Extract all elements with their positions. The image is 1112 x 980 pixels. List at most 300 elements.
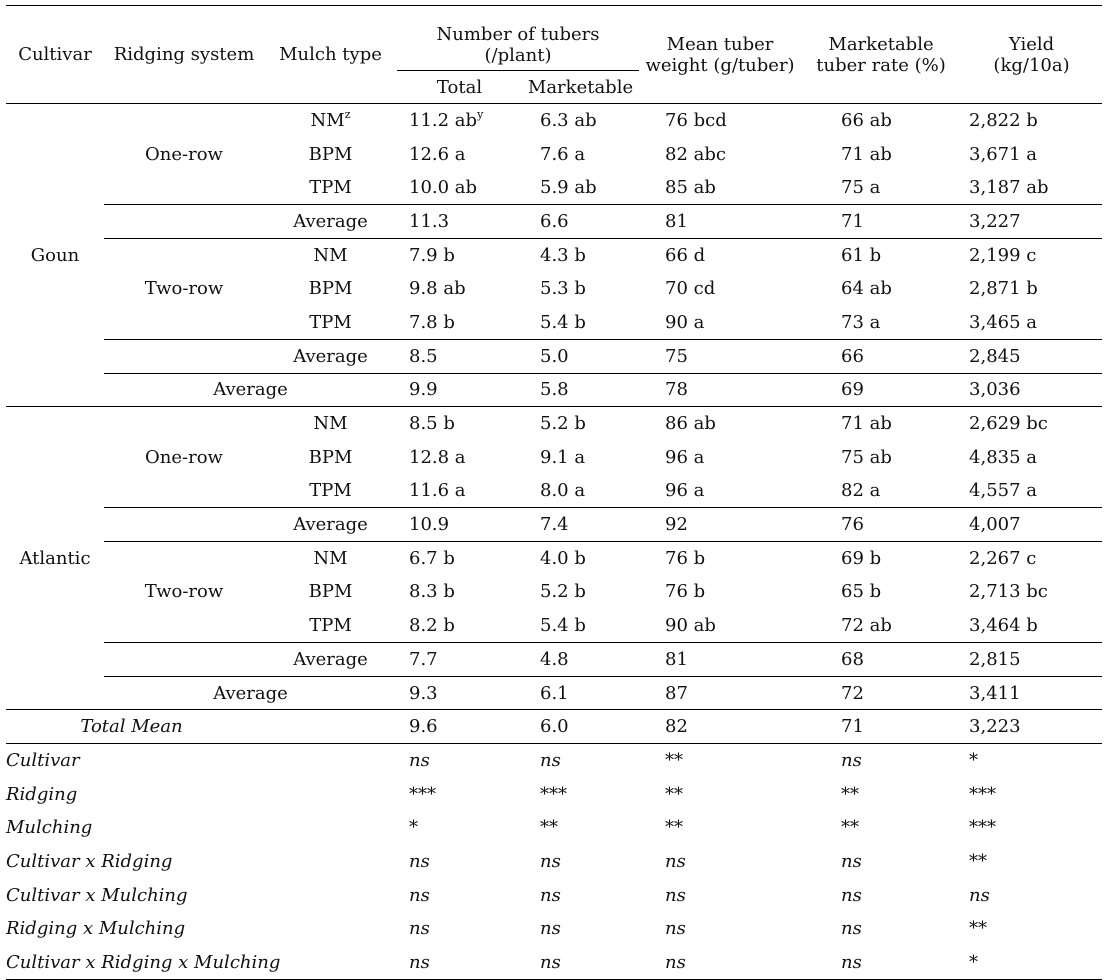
cell-ridging [104,541,264,642]
cell-stat-yield [961,744,1102,778]
cell-rate [801,508,961,542]
cell-stat-weight [639,912,801,946]
cell-stat-label [6,811,397,845]
cell-weight [639,440,801,474]
cell-rate-value: 76 [841,514,864,536]
stat-value: ns [540,750,561,772]
cell-total [397,474,522,508]
cell-cultivar-average-label [104,373,397,407]
average-row [6,339,1102,373]
cell-yield-value: 3,411 [969,682,1021,704]
stat-value: ** [540,817,558,839]
cell-rate-value: 69 [841,379,864,401]
cell-marketable [522,137,639,171]
stat-value: ns [409,918,430,940]
cell-weight-value: 76 bcd [665,110,727,132]
stat-value: ns [409,750,430,772]
cell-marketable-value: 5.8 [540,379,569,401]
stat-value: ns [841,951,862,973]
header-yield [961,6,1102,104]
stat-value: * [409,817,418,839]
cell-stat-marketable [522,946,639,980]
cell-mulch [264,575,397,609]
cell-stat-total [397,845,522,879]
cell-total-value: 10.0 ab [409,176,478,198]
stat-label: Cultivar [6,750,80,772]
cell-weight-value: 82 [665,716,688,738]
cell-blank [104,339,264,373]
cell-marketable-value: 6.6 [540,210,569,232]
mulch-name: BPM [308,446,353,468]
header-yield-line2: (kg/10a) [993,54,1070,76]
cell-stat-total [397,811,522,845]
cell-stat-yield [961,946,1102,980]
cell-weight-value: 96 a [665,480,705,502]
cell-stat-label [6,744,397,778]
cell-mulch [264,407,397,441]
cell-rate [801,609,961,643]
table-row [6,238,1102,272]
cell-marketable-value: 7.6 a [540,143,586,165]
cell-total-value: 7.8 b [409,311,455,333]
cell-yield-value: 2,871 b [969,278,1038,300]
cell-rate [801,474,961,508]
cell-yield-value: 3,187 ab [969,176,1049,198]
cell-stat-marketable [522,744,639,778]
cell-rate-value: 72 [841,682,864,704]
average-label: Average [213,379,288,401]
cell-stat-total [397,744,522,778]
ridging-name: One-row [145,143,223,165]
cell-blank [104,508,264,542]
header-tubers-line1: Number of tubers [436,24,600,45]
average-label: Average [293,514,368,536]
cell-yield [961,306,1102,340]
cell-weight [639,609,801,643]
cell-total [397,373,522,407]
cell-marketable-value: 6.0 [540,716,569,738]
cell-total-value: 8.3 b [409,581,455,603]
cell-weight [639,710,801,744]
cell-rate-value: 66 [841,345,864,367]
stat-label: Ridging x Mulching [6,918,186,940]
cell-weight [639,508,801,542]
stat-row [6,744,1102,778]
stat-value: ns [841,884,862,906]
cell-marketable [522,609,639,643]
cell-stat-yield [961,912,1102,946]
stat-row [6,845,1102,879]
cell-rate-value: 73 a [841,311,881,333]
cell-yield [961,643,1102,677]
cell-marketable-value: 9.1 a [540,446,586,468]
cell-stat-marketable [522,878,639,912]
cell-marketable-value: 5.0 [540,345,569,367]
average-row [6,205,1102,239]
cultivar-average-row [6,373,1102,407]
cell-stat-marketable [522,777,639,811]
cell-marketable-value: 5.2 b [540,413,586,435]
cell-mulch [264,137,397,171]
stat-row [6,777,1102,811]
cell-yield-value: 3,036 [969,379,1021,401]
cell-yield-value: 2,629 bc [969,413,1048,435]
header-number-of-tubers [397,6,639,71]
cell-yield-value: 4,557 a [969,480,1037,502]
average-label: Average [293,648,368,670]
cell-total-value: 10.9 [409,514,450,536]
cell-yield [961,339,1102,373]
cell-rate [801,575,961,609]
cell-total [397,609,522,643]
cell-total-value: 8.5 b [409,413,455,435]
header-weight-line2: weight (g/tuber) [645,54,795,76]
cell-weight [639,306,801,340]
cell-yield-value: 2,199 c [969,244,1037,266]
cell-marketable [522,710,639,744]
cell-yield [961,238,1102,272]
total-mean-row [6,710,1102,744]
cell-total-value: 7.9 b [409,244,455,266]
header-mulch-type: Mulch type [279,44,382,65]
cell-yield-value: 3,227 [969,210,1021,232]
cell-total [397,137,522,171]
cell-marketable [522,440,639,474]
cell-cultivar-average-label [104,676,397,710]
stat-value: *** [540,783,567,805]
ridging-name: One-row [145,446,223,468]
ridging-name: Two-row [144,581,224,603]
cell-rate-value: 61 b [841,244,882,266]
cell-mulch [264,541,397,575]
cell-stat-rate [801,912,961,946]
stat-label: Cultivar x Ridging [6,850,173,872]
cell-blank [104,643,264,677]
stat-label: Mulching [6,817,93,839]
cell-rate [801,137,961,171]
cell-stat-label [6,845,397,879]
cell-rate [801,440,961,474]
cell-weight-value: 82 abc [665,143,726,165]
cell-blank [104,205,264,239]
mulch-name: TPM [309,176,352,198]
cell-rate [801,238,961,272]
cell-stat-total [397,912,522,946]
cell-weight [639,474,801,508]
cell-weight [639,205,801,239]
mulch-name: TPM [309,480,352,502]
cell-mulch [264,104,397,138]
mulch-name: BPM [308,581,353,603]
cell-total [397,306,522,340]
cell-marketable-value: 8.0 a [540,480,586,502]
table-body [6,104,1102,980]
cell-marketable [522,643,639,677]
stat-value: ns [540,884,561,906]
cell-weight [639,541,801,575]
stat-value: ns [665,884,686,906]
stat-row [6,811,1102,845]
cell-weight-value: 90 ab [665,614,716,636]
total-mean-label: Total Mean [80,716,183,738]
cell-ridging [104,104,264,205]
stat-value: ns [841,850,862,872]
cell-mulch [264,272,397,306]
cell-total [397,643,522,677]
cell-rate-value: 66 ab [841,110,892,132]
mulch-name: BPM [308,143,353,165]
cell-yield-value: 2,845 [969,345,1021,367]
cell-stat-rate [801,845,961,879]
stat-value: ** [841,783,860,805]
cell-yield [961,541,1102,575]
cell-rate [801,373,961,407]
footnote-marker: z [344,108,351,122]
stat-value: ns [841,750,862,772]
cell-total [397,238,522,272]
cell-yield [961,508,1102,542]
stat-value: ns [540,951,561,973]
stat-value: ns [540,850,561,872]
cell-rate-value: 82 a [841,480,881,502]
cell-yield-value: 3,223 [969,716,1021,738]
potato-yield-table [6,5,1102,980]
cell-total-value: 9.3 [409,682,438,704]
cell-total-mean-label [6,710,397,744]
cell-weight [639,137,801,171]
cell-cultivar [6,104,104,407]
cell-rate [801,104,961,138]
cultivar-name: Atlantic [19,547,91,569]
cell-rate-value: 71 ab [841,143,892,165]
cell-stat-total [397,878,522,912]
stat-value: ** [841,817,860,839]
cell-rate [801,205,961,239]
cell-rate-value: 71 [841,210,864,232]
cell-rate-value: 75 a [841,176,881,198]
stat-value: ns [409,884,430,906]
cell-stat-weight [639,878,801,912]
cell-total [397,205,522,239]
cell-marketable [522,339,639,373]
cell-rate [801,306,961,340]
mulch-name: NM [310,110,345,132]
cell-yield [961,676,1102,710]
cell-yield [961,104,1102,138]
cell-yield-value: 4,835 a [969,446,1037,468]
cell-average-label [264,508,397,542]
cell-ridging [104,407,264,508]
stat-row [6,946,1102,980]
cell-mulch [264,474,397,508]
cell-yield [961,609,1102,643]
cell-stat-yield [961,845,1102,879]
cell-marketable [522,508,639,542]
cell-weight [639,373,801,407]
ridging-name: Two-row [144,278,224,300]
cell-stat-weight [639,777,801,811]
cell-stat-yield [961,811,1102,845]
cell-total [397,339,522,373]
cell-total-value: 8.2 b [409,614,455,636]
cell-total-value: 11.3 [409,210,450,232]
cell-stat-total [397,946,522,980]
cell-mulch [264,609,397,643]
cell-rate-value: 72 ab [841,614,892,636]
cell-weight-value: 81 [665,210,688,232]
cell-stat-label [6,777,397,811]
mulch-name: NM [313,413,348,435]
cell-weight [639,676,801,710]
cell-marketable-value: 6.3 ab [540,110,597,132]
cell-marketable [522,373,639,407]
cell-mulch [264,306,397,340]
cell-rate-value: 68 [841,648,864,670]
cell-yield [961,575,1102,609]
stat-value: ** [665,750,684,772]
header-mean-tuber-weight [639,6,801,104]
average-row [6,643,1102,677]
cell-weight-value: 85 ab [665,176,716,198]
cell-stat-rate [801,811,961,845]
header-yield-line1: Yield [1008,33,1055,55]
cell-marketable [522,407,639,441]
footnote-marker: y [477,108,484,122]
cell-yield-value: 3,465 a [969,311,1037,333]
cell-yield [961,171,1102,205]
mulch-name: TPM [309,311,352,333]
cell-average-label [264,339,397,373]
mulch-name: NM [313,548,348,570]
stat-value: ** [969,918,988,940]
cell-weight-value: 70 cd [665,278,716,300]
cell-total [397,541,522,575]
cell-total-value: 11.6 a [409,480,466,502]
cell-yield-value: 3,671 a [969,143,1037,165]
cultivar-name: Goun [30,244,80,266]
cell-stat-rate [801,744,961,778]
header-rate-line2: tuber rate (%) [816,54,946,76]
cell-total [397,508,522,542]
header-ridging-system: Ridging system [113,44,255,65]
cell-weight [639,575,801,609]
cell-total [397,407,522,441]
stat-value: ns [665,918,686,940]
cell-rate-value: 75 ab [841,446,892,468]
cell-weight-value: 81 [665,648,688,670]
stat-value: ns [841,918,862,940]
stat-value: ** [665,817,684,839]
cell-marketable-value: 4.0 b [540,548,586,570]
header-marketable-tuber-rate [801,6,961,104]
cell-yield [961,407,1102,441]
cell-yield [961,440,1102,474]
cell-weight-value: 96 a [665,446,705,468]
cell-stat-marketable [522,912,639,946]
stat-label: Ridging [6,783,78,805]
cell-total [397,676,522,710]
stat-value: ns [409,850,430,872]
header-cultivar: Cultivar [18,44,92,65]
cell-average-label [264,205,397,239]
cell-weight [639,272,801,306]
cell-yield [961,373,1102,407]
cell-marketable [522,541,639,575]
cell-yield [961,474,1102,508]
cell-rate [801,407,961,441]
cell-stat-marketable [522,811,639,845]
cell-weight [639,407,801,441]
cell-yield-value: 2,267 c [969,548,1037,570]
cell-marketable [522,474,639,508]
cell-weight [639,339,801,373]
cell-marketable [522,205,639,239]
cell-marketable-value: 5.4 b [540,614,586,636]
stat-value: ns [665,850,686,872]
cell-stat-weight [639,946,801,980]
average-label: Average [213,682,288,704]
header-tubers-line2: (/plant) [484,45,552,66]
cell-total [397,104,522,138]
cell-total-value: 12.8 a [409,446,466,468]
cell-weight-value: 86 ab [665,413,716,435]
cell-marketable [522,272,639,306]
cell-stat-weight [639,845,801,879]
stat-row [6,878,1102,912]
cell-mulch [264,238,397,272]
stat-value: ** [969,850,988,872]
cell-weight-value: 90 a [665,311,705,333]
cell-rate-value: 69 b [841,548,882,570]
cell-weight-value: 78 [665,379,688,401]
cell-yield-value: 2,822 b [969,110,1038,132]
cell-marketable-value: 5.9 ab [540,176,597,198]
stat-value: ns [540,918,561,940]
cell-marketable-value: 5.2 b [540,581,586,603]
cell-stat-yield [961,777,1102,811]
cell-rate-value: 71 [841,716,864,738]
stat-label: Cultivar x Ridging x Mulching [6,951,281,973]
stat-value: ns [969,884,990,906]
cell-rate-value: 64 ab [841,278,892,300]
cell-marketable-value: 5.3 b [540,278,586,300]
cell-total [397,171,522,205]
cell-total [397,575,522,609]
cell-marketable-value: 4.8 [540,648,569,670]
cell-weight-value: 76 b [665,581,706,603]
cell-marketable [522,575,639,609]
cell-total-value: 9.8 ab [409,278,466,300]
cell-total-value: 12.6 a [409,143,466,165]
cell-yield [961,272,1102,306]
cell-weight-value: 66 d [665,244,706,266]
cell-stat-label [6,912,397,946]
mulch-name: TPM [309,614,352,636]
cell-average-label [264,643,397,677]
cell-yield-value: 4,007 [969,514,1021,536]
cell-stat-rate [801,777,961,811]
cell-rate [801,710,961,744]
cell-rate [801,272,961,306]
cell-yield-value: 2,713 bc [969,581,1048,603]
average-row [6,508,1102,542]
stat-row [6,912,1102,946]
cultivar-average-row [6,676,1102,710]
header-total: Total [436,76,483,98]
header-rate-line1: Marketable [828,33,934,55]
cell-marketable-value: 4.3 b [540,244,586,266]
cell-yield [961,205,1102,239]
